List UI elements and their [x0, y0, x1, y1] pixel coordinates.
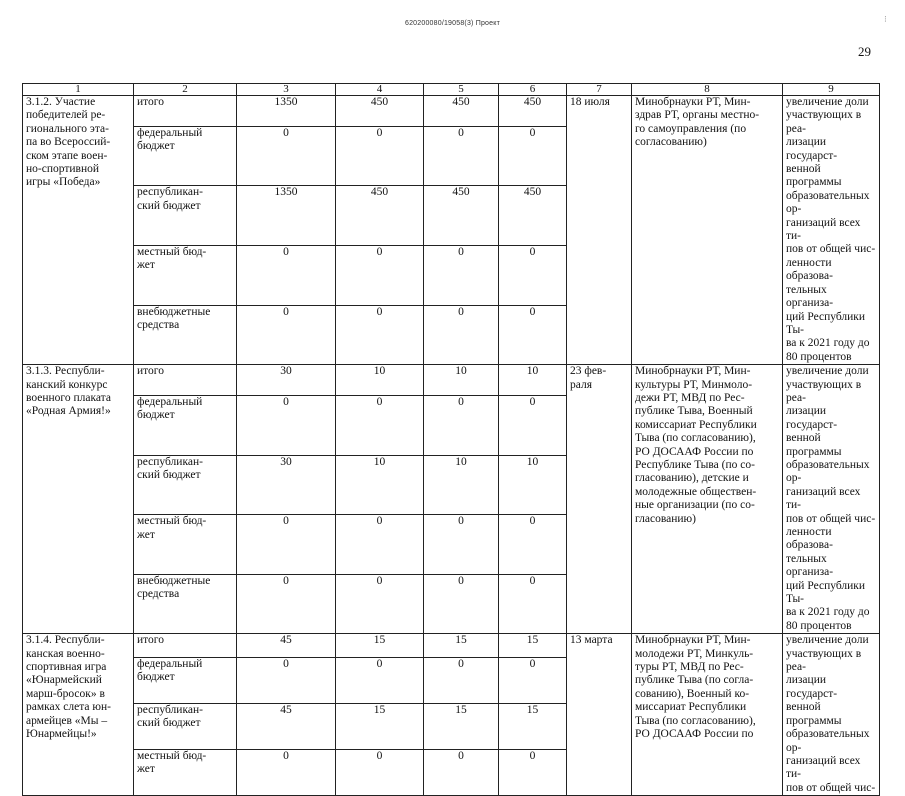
amount-year2-cell: 0	[424, 750, 499, 796]
amount-year3-cell: 0	[499, 395, 567, 455]
amount-total-cell: 0	[237, 395, 336, 455]
amount-year1-cell: 10	[336, 455, 424, 515]
deadline-cell: 18 июля	[567, 96, 632, 365]
measure-name-cell: 3.1.4. Республи- канская военно- спортивная игра «Юнармейский марш-бросок» в рамках слета юн- армейцев «Мы – Юнармейцы!»	[23, 634, 134, 796]
table-row	[23, 96, 880, 127]
funding-source-cell: республикан- ский бюджет	[134, 186, 237, 246]
amount-year3-cell: 450	[499, 96, 567, 127]
amount-year1-cell: 0	[336, 515, 424, 575]
amount-year2-cell: 0	[424, 658, 499, 704]
amount-total-cell: 30	[237, 365, 336, 396]
amount-year2-cell: 0	[424, 574, 499, 634]
amount-total-cell: 0	[237, 574, 336, 634]
amount-year3-cell: 10	[499, 455, 567, 515]
funding-source-cell: федеральный бюджет	[134, 126, 237, 186]
deadline-cell: 23 фев- раля	[567, 365, 632, 634]
funding-source-cell: федеральный бюджет	[134, 658, 237, 704]
header-cell: 4	[336, 84, 424, 96]
amount-year3-cell: 0	[499, 658, 567, 704]
amount-year3-cell: 0	[499, 574, 567, 634]
amount-year2-cell: 0	[424, 245, 499, 305]
header-cell: 9	[783, 84, 880, 96]
executors-cell: Минобрнауки РТ, Мин- культуры РТ, Минмоло- дежи РТ, МВД по Рес- публике Тыва, Военный комиссариат Республики Тыва (по согласованию), РО ДОСААФ России по Республике Тыва (по со- гласованию), детские и молодежные обществен- ные организации (по со- гласованию)	[632, 365, 783, 634]
amount-total-cell: 45	[237, 704, 336, 750]
funding-source-cell: местный бюд- жет	[134, 245, 237, 305]
funding-source-cell: внебюджетные средства	[134, 574, 237, 634]
amount-year3-cell: 15	[499, 634, 567, 658]
amount-year2-cell: 0	[424, 515, 499, 575]
funding-source-cell: местный бюд- жет	[134, 515, 237, 575]
header-cell: 6	[499, 84, 567, 96]
table-body	[23, 84, 880, 796]
funding-source-cell: внебюджетные средства	[134, 305, 237, 365]
funding-source-cell: республикан- ский бюджет	[134, 704, 237, 750]
funding-source-cell: местный бюд- жет	[134, 750, 237, 796]
amount-year3-cell: 450	[499, 186, 567, 246]
header-cell: 8	[632, 84, 783, 96]
header-cell: 3	[237, 84, 336, 96]
amount-total-cell: 30	[237, 455, 336, 515]
header-cell: 1	[23, 84, 134, 96]
funding-source-cell: итого	[134, 365, 237, 396]
amount-year3-cell: 10	[499, 365, 567, 396]
amount-year2-cell: 15	[424, 634, 499, 658]
amount-year1-cell: 0	[336, 305, 424, 365]
amount-year1-cell: 15	[336, 634, 424, 658]
executors-cell: Минобрнауки РТ, Мин- молодежи РТ, Минкуль- туры РТ, МВД по Рес- публике Тыва (по согла- сованию), Военный ко- миссариат Республики Тыва (по согласованию), РО ДОСААФ России по	[632, 634, 783, 796]
amount-total-cell: 0	[237, 515, 336, 575]
amount-total-cell: 1350	[237, 96, 336, 127]
funding-source-cell: итого	[134, 96, 237, 127]
amount-year3-cell: 0	[499, 750, 567, 796]
deadline-cell: 13 марта	[567, 634, 632, 796]
measure-name-cell: 3.1.2. Участие победителей ре- гионального эта- па во Всероссий- ском этапе воен- но-спортивной игры «Победа»	[23, 96, 134, 365]
table-row	[23, 634, 880, 658]
amount-year1-cell: 0	[336, 658, 424, 704]
amount-total-cell: 45	[237, 634, 336, 658]
amount-year1-cell: 0	[336, 126, 424, 186]
amount-year2-cell: 0	[424, 305, 499, 365]
amount-total-cell: 0	[237, 126, 336, 186]
amount-year1-cell: 450	[336, 186, 424, 246]
funding-source-cell: республикан- ский бюджет	[134, 455, 237, 515]
budget-table	[22, 83, 880, 796]
amount-year2-cell: 450	[424, 186, 499, 246]
result-cell: увеличение доли участвующих в реа- лизации государст- венной программы образовательных ор- ганизаций всех ти- пов от общей чис- ленности образова- тельных организа- ций Республики Ты- ва к 2021 году до 80 процентов	[783, 96, 880, 365]
result-cell: увеличение доли участвующих в реа- лизации государст- венной программы образовательных ор- ганизаций всех ти- пов от общей чис-	[783, 634, 880, 796]
amount-year2-cell: 10	[424, 455, 499, 515]
amount-year1-cell: 450	[336, 96, 424, 127]
header-row	[23, 84, 880, 96]
document-id: 620200080/19058(3) Проект	[404, 20, 500, 27]
amount-year3-cell: 0	[499, 305, 567, 365]
amount-year1-cell: 0	[336, 574, 424, 634]
amount-total-cell: 0	[237, 305, 336, 365]
amount-total-cell: 0	[237, 658, 336, 704]
amount-year3-cell: 0	[499, 515, 567, 575]
amount-year2-cell: 0	[424, 126, 499, 186]
amount-year1-cell: 0	[336, 395, 424, 455]
amount-year2-cell: 450	[424, 96, 499, 127]
page-number: 29	[858, 44, 871, 59]
measure-name-cell: 3.1.3. Республи- канский конкурс военного плаката «Родная Армия!»	[23, 365, 134, 634]
amount-total-cell: 0	[237, 750, 336, 796]
header-cell: 2	[134, 84, 237, 96]
amount-year3-cell: 0	[499, 126, 567, 186]
amount-total-cell: 1350	[237, 186, 336, 246]
amount-year3-cell: 15	[499, 704, 567, 750]
corner-mark: ⁝	[884, 14, 887, 24]
amount-year2-cell: 15	[424, 704, 499, 750]
amount-year1-cell: 10	[336, 365, 424, 396]
table-row	[23, 365, 880, 396]
amount-year3-cell: 0	[499, 245, 567, 305]
amount-year1-cell: 15	[336, 704, 424, 750]
amount-total-cell: 0	[237, 245, 336, 305]
funding-source-cell: федеральный бюджет	[134, 395, 237, 455]
amount-year1-cell: 0	[336, 245, 424, 305]
amount-year1-cell: 0	[336, 750, 424, 796]
header-cell: 7	[567, 84, 632, 96]
executors-cell: Минобрнауки РТ, Мин- здрав РТ, органы местно- го самоуправления (по согласованию)	[632, 96, 783, 365]
funding-source-cell: итого	[134, 634, 237, 658]
header-cell: 5	[424, 84, 499, 96]
amount-year2-cell: 0	[424, 395, 499, 455]
result-cell: увеличение доли участвующих в реа- лизации государст- венной программы образовательных ор- ганизаций всех ти- пов от общей чис- ленности образова- тельных организа- ций Республики Ты- ва к 2021 году до 80 процентов	[783, 365, 880, 634]
amount-year2-cell: 10	[424, 365, 499, 396]
